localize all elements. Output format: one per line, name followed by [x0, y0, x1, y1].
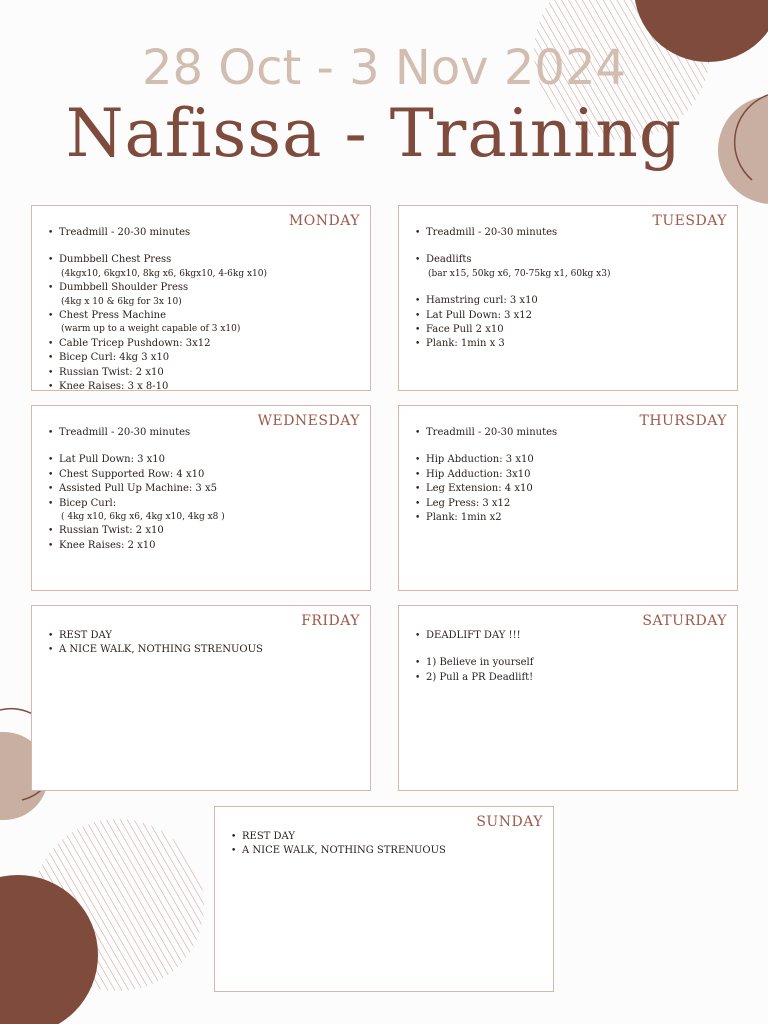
list-item: • Assisted Pull Up Machine: 3 x5	[48, 482, 360, 496]
list-item-detail: (bar x15, 50kg x6, 70-75kg x1, 60kg x3)	[428, 268, 611, 279]
list-item: • Lat Pull Down: 3 x10	[48, 453, 360, 467]
card-friday	[31, 605, 371, 791]
exercise-list-sunday	[231, 830, 543, 859]
exercise-list-thursday	[415, 426, 727, 525]
exercise-list-friday	[48, 629, 360, 658]
card-wednesday	[31, 405, 371, 591]
list-item: • Russian Twist: 2 x10	[48, 366, 360, 380]
list-item: • Leg Extension: 4 x10	[415, 482, 727, 496]
day-label-saturday: SATURDAY	[642, 613, 727, 629]
list-item: • A NICE WALK, NOTHING STRENUOUS	[231, 844, 543, 858]
list-item: • REST DAY	[231, 830, 543, 844]
list-item: • Hip Adduction: 3x10	[415, 468, 727, 482]
list-item: • Chest Supported Row: 4 x10	[48, 468, 360, 482]
list-spacer	[415, 240, 727, 253]
day-label-monday: MONDAY	[288, 213, 360, 229]
list-item: • 1) Believe in yourself	[415, 656, 727, 670]
day-label-sunday: SUNDAY	[476, 814, 543, 830]
list-spacer	[48, 240, 360, 253]
list-item: • Knee Raises: 2 x10	[48, 539, 360, 553]
list-item: • Treadmill - 20-30 minutes	[48, 426, 360, 440]
list-item-detail: (4kgx10, 6kgx10, 8kg x6, 6kgx10, 4-6kg x10)	[61, 268, 268, 279]
card-monday	[31, 205, 371, 391]
list-item: • Deadlifts	[415, 253, 727, 267]
list-item: • Hamstring curl: 3 x10	[415, 294, 727, 308]
list-item: • Treadmill - 20-30 minutes	[415, 226, 727, 240]
exercise-list-wednesday	[48, 426, 360, 553]
list-item: • Lat Pull Down: 3 x12	[415, 309, 727, 323]
day-label-wednesday: WEDNESDAY	[257, 413, 360, 429]
list-item: • Russian Twist: 2 x10	[48, 524, 360, 538]
list-spacer	[415, 440, 727, 453]
list-item: • Knee Raises: 3 x 8-10	[48, 380, 360, 394]
list-item: • 2) Pull a PR Deadlift!	[415, 671, 727, 685]
list-item: • DEADLIFT DAY !!!	[415, 629, 727, 643]
card-thursday	[398, 405, 738, 591]
list-item: • Face Pull 2 x10	[415, 323, 727, 337]
list-item: • Treadmill - 20-30 minutes	[415, 426, 727, 440]
exercise-list-tuesday	[415, 226, 727, 352]
list-item: • Plank: 1min x2	[415, 511, 727, 525]
list-spacer	[415, 643, 727, 656]
card-saturday	[398, 605, 738, 791]
list-item: • Chest Press Machine	[48, 309, 360, 323]
list-item: • REST DAY	[48, 629, 360, 643]
list-item: • A NICE WALK, NOTHING STRENUOUS	[48, 643, 360, 657]
list-item: • Dumbbell Shoulder Press	[48, 281, 360, 295]
list-item: • Bicep Curl:	[48, 497, 360, 511]
list-item: • Dumbbell Chest Press	[48, 253, 360, 267]
list-item: • Leg Press: 3 x12	[415, 497, 727, 511]
exercise-list-monday	[48, 226, 360, 394]
card-sunday	[214, 806, 554, 992]
card-tuesday	[398, 205, 738, 391]
list-spacer	[415, 281, 727, 294]
list-item: • Hip Abduction: 3 x10	[415, 453, 727, 467]
page-title: Nafissa - Training	[65, 95, 683, 172]
date-range: 28 Oct - 3 Nov 2024	[141, 40, 627, 96]
list-item: • Plank: 1min x 3	[415, 337, 727, 351]
list-item: • Treadmill - 20-30 minutes	[48, 226, 360, 240]
list-item-detail: (4kg x 10 & 6kg for 3x 10)	[61, 296, 182, 307]
day-label-friday: FRIDAY	[301, 613, 360, 629]
list-spacer	[48, 440, 360, 453]
day-label-thursday: THURSDAY	[639, 413, 727, 429]
list-item: • Bicep Curl: 4kg 3 x10	[48, 351, 360, 365]
list-item-detail: ( 4kg x10, 6kg x6, 4kg x10, 4kg x8 )	[61, 512, 225, 523]
day-label-tuesday: TUESDAY	[652, 213, 727, 229]
list-item: • Cable Tricep Pushdown: 3x12	[48, 337, 360, 351]
list-item-detail: (warm up to a weight capable of 3 x10)	[61, 324, 241, 335]
exercise-list-saturday	[415, 629, 727, 685]
